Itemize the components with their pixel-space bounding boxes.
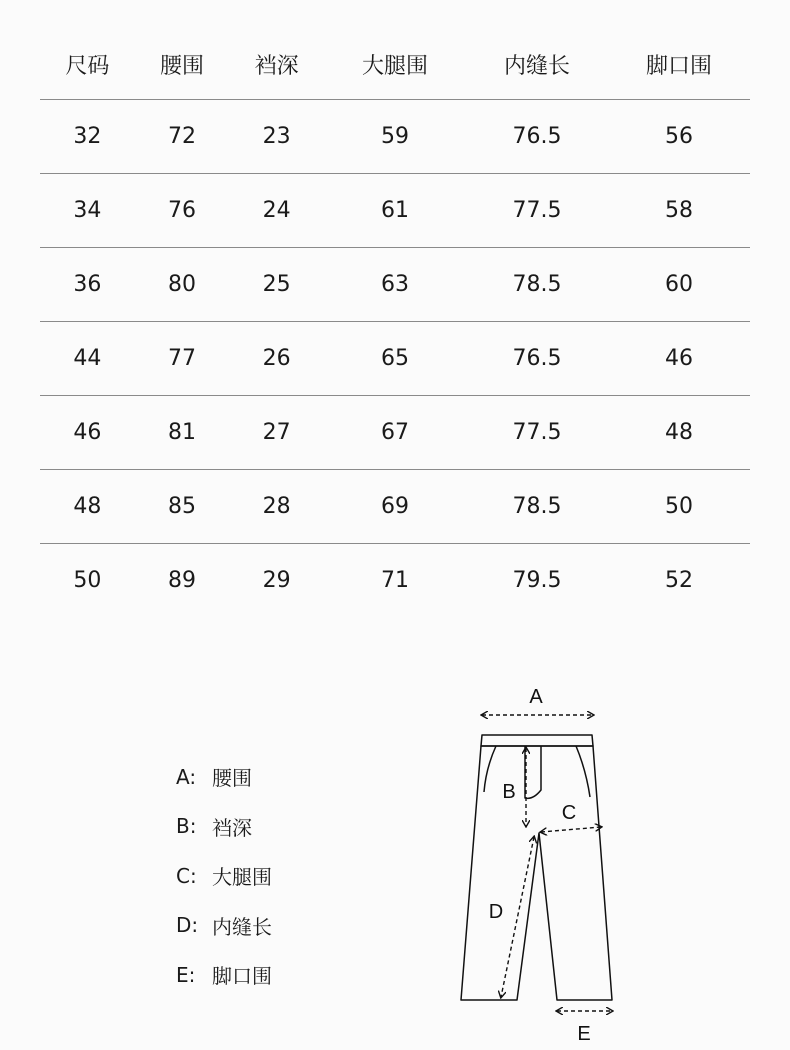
fly-line bbox=[525, 746, 541, 798]
size-chart-table bbox=[40, 30, 750, 617]
label-b: B bbox=[502, 781, 516, 803]
cell-size: 46 bbox=[40, 396, 135, 470]
cell-size: 34 bbox=[40, 174, 135, 248]
cell-rise: 27 bbox=[229, 396, 324, 470]
legend-label: 裆深 bbox=[212, 815, 252, 840]
cell-waist: 89 bbox=[168, 568, 196, 593]
legend-label: 大腿围 bbox=[212, 865, 272, 890]
label-a: A bbox=[529, 686, 543, 708]
cell-inseam: 78.5 bbox=[466, 248, 608, 322]
legend-item bbox=[176, 901, 272, 951]
table-row bbox=[40, 470, 750, 544]
table-header-row bbox=[40, 30, 750, 100]
cell-size: 50 bbox=[73, 568, 102, 593]
legend-key: E: bbox=[176, 962, 196, 987]
table-row bbox=[40, 100, 750, 174]
measurement-lines bbox=[482, 715, 612, 1011]
legend-label: 脚口围 bbox=[212, 964, 272, 989]
pants-body bbox=[461, 746, 612, 1000]
cell-size: 32 bbox=[40, 100, 135, 174]
cell-thigh: 67 bbox=[324, 396, 466, 470]
legend-item bbox=[176, 950, 272, 1000]
header-waist: 腰围 bbox=[135, 30, 230, 100]
pants-outline bbox=[461, 735, 612, 1000]
cell-waist: 76 bbox=[135, 174, 230, 248]
legend-label: 内缝长 bbox=[212, 914, 272, 939]
table-row bbox=[40, 544, 750, 618]
cell-leg-opening: 56 bbox=[608, 100, 750, 174]
cell-leg-opening: 50 bbox=[608, 470, 750, 544]
cell-leg-opening: 60 bbox=[608, 248, 750, 322]
cell-waist: 80 bbox=[135, 248, 230, 322]
label-c: C bbox=[561, 802, 577, 824]
cell-thigh: 61 bbox=[324, 174, 466, 248]
cell-size: 44 bbox=[40, 322, 135, 396]
cell-rise: 24 bbox=[229, 174, 324, 248]
cell-inseam: 76.5 bbox=[466, 100, 608, 174]
cell-inseam: 77.5 bbox=[466, 396, 608, 470]
inseam-measure-line bbox=[501, 837, 534, 997]
legend-key: A: bbox=[176, 764, 197, 789]
cell-rise: 28 bbox=[229, 470, 324, 544]
cell-rise: 23 bbox=[229, 100, 324, 174]
cell-rise: 29 bbox=[262, 568, 291, 593]
pants-diagram bbox=[440, 675, 650, 1050]
label-d: D bbox=[488, 901, 504, 923]
cell-thigh: 63 bbox=[324, 248, 466, 322]
cell-waist: 81 bbox=[135, 396, 230, 470]
header-size: 尺码 bbox=[40, 30, 135, 100]
legend-item bbox=[176, 752, 272, 802]
cell-inseam: 76.5 bbox=[466, 322, 608, 396]
header-rise: 裆深 bbox=[229, 30, 324, 100]
cell-leg-opening: 58 bbox=[608, 174, 750, 248]
cell-inseam: 77.5 bbox=[466, 174, 608, 248]
cell-leg-opening: 52 bbox=[664, 568, 693, 593]
legend-key: C: bbox=[176, 863, 197, 888]
cell-size: 48 bbox=[40, 470, 135, 544]
cell-waist: 77 bbox=[135, 322, 230, 396]
cell-thigh: 65 bbox=[324, 322, 466, 396]
left-pocket bbox=[484, 746, 496, 792]
cell-leg-opening: 46 bbox=[608, 322, 750, 396]
thigh-measure-line bbox=[541, 827, 601, 832]
label-e: E bbox=[577, 1023, 591, 1045]
cell-waist: 72 bbox=[135, 100, 230, 174]
table-row bbox=[40, 174, 750, 248]
cell-rise: 25 bbox=[229, 248, 324, 322]
cell-rise: 26 bbox=[229, 322, 324, 396]
right-pocket bbox=[576, 746, 590, 797]
measurement-legend bbox=[176, 752, 272, 1000]
table-row bbox=[40, 322, 750, 396]
legend-item bbox=[176, 851, 272, 901]
table-row bbox=[40, 396, 750, 470]
waistband bbox=[481, 735, 593, 746]
legend-key: D: bbox=[176, 913, 199, 938]
cell-size: 36 bbox=[40, 248, 135, 322]
legend-key: B: bbox=[176, 814, 197, 839]
cell-thigh: 69 bbox=[324, 470, 466, 544]
cell-inseam: 79.5 bbox=[512, 568, 562, 593]
header-inseam: 内缝长 bbox=[466, 30, 608, 100]
legend-label: 腰围 bbox=[212, 766, 252, 791]
cell-inseam: 78.5 bbox=[466, 470, 608, 544]
cell-waist: 85 bbox=[135, 470, 230, 544]
header-leg-opening: 脚口围 bbox=[608, 30, 750, 100]
cell-thigh: 71 bbox=[381, 568, 409, 593]
header-thigh: 大腿围 bbox=[324, 30, 466, 100]
cell-thigh: 59 bbox=[324, 100, 466, 174]
table-row bbox=[40, 248, 750, 322]
cell-leg-opening: 48 bbox=[608, 396, 750, 470]
legend-item bbox=[176, 802, 272, 852]
